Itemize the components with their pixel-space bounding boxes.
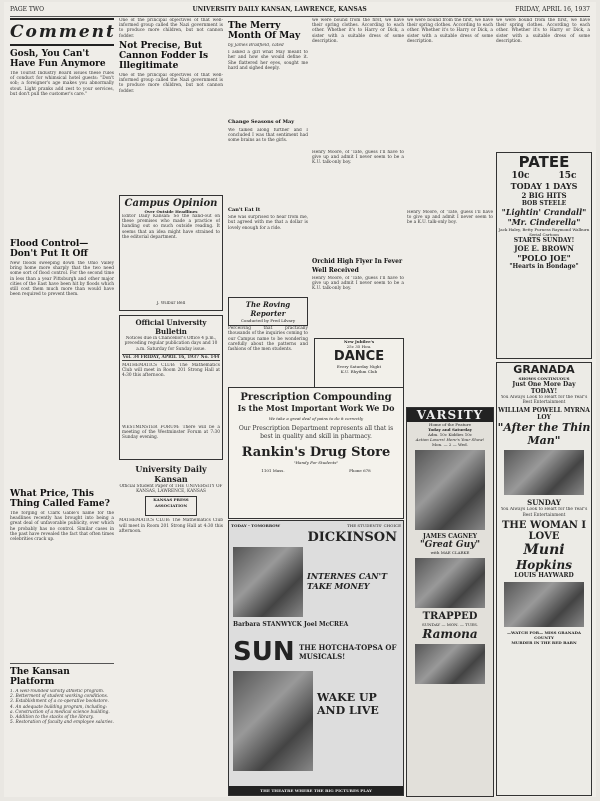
- granada-theatre-ad: GRANADA SHOWS CONTINUOUS Just One More Day TODAY! You Always Look to Heart for the Year's Best Entertainment WILLIAM POWELL MYRNA LOY "After the Thin Man" SUNDAY You Always Look to Heart for the Year's Best Entertainment THE WOMAN I LOVE Muni Hopkins LOUIS HAYWARD —WATCH FOR— MISS GRANADA COUNTY MURDER IN THE RED BARN: [496, 362, 592, 796]
- film-still: [415, 558, 485, 608]
- campus-opinion-title: Campus Opinion: [124, 198, 218, 209]
- article-heading: The Merry Month Of May: [228, 21, 301, 41]
- patee-theatre-ad: PATEE 10c 15c TODAY 1 DAYS 2 BIG HITS BOB STEELE "Lightin' Crandall" "Mr. Cinderella" Jack Haley, Betty Furness Raymond Walburn Serial Cartoon STARTS SUNDAY! JOE E. BROWN "POLO JOE" "Hearts in Bondage": [496, 152, 592, 359]
- staff-list: MATHEMATICS CLUB: The Mathematics Club will meet in Room 201 Strong Hall at 4:30 this afternoon.: [119, 518, 223, 534]
- campus-opinion-sub: Over Outside Headlines: [144, 209, 198, 214]
- signature: J. Wilbur Bell: [156, 301, 186, 306]
- column-text: One of the principal objectives of that well-informed group called the Nazi government is to produce more children, but not cannon fodder.: [119, 18, 223, 38]
- column-six: [496, 18, 590, 148]
- article-body: we were bound from the first, we have their spring clothes. According to each other. Whether it's to Harry or Dick, a sister with a suitable dress of some description.: [496, 18, 590, 44]
- editorial-body: The Tourist Industry Board issues these rules of conduct for whimsical hotel guests: "Don't sob; a foreigner's age makes you abnormally stout. Light pranks add zest to your services, but don't pull the customer's care.": [10, 71, 114, 97]
- masthead-title: University Daily Kansan: [135, 464, 207, 485]
- subheading: Orchid High Flyer In Fever Well Received: [312, 258, 403, 274]
- article-body: One of the principal objectives of that well-informed group called the Nazi government is to produce more children, but not cannon fodder.: [119, 73, 223, 94]
- issue-date: FRIDAY, APRIL 16, 1937: [515, 6, 590, 13]
- editorial-heading: What Price, This Thing Called Fame?: [10, 489, 110, 509]
- jubilee-dance-ad: New Jubilee's 25c 35 Hou. DANCE Every Saturday Night K.U. Rhythm Club: [314, 338, 404, 388]
- film-still: [233, 547, 303, 617]
- masthead: [119, 464, 223, 628]
- editorial-heading: Flood Control—Don't Put It Off: [10, 239, 89, 259]
- page-number: PAGE TWO: [10, 6, 44, 13]
- press-assoc-logo: KANSAS PRESS ASSOCIATION: [145, 496, 197, 516]
- varsity-theatre-ad: VARSITY Home of the Feature Today and Saturday Adm. 10c Kiddies 10c Action Lovers! Here's Your Show! Mon. — 2 — Wed. JAMES CAGNEY "Great Guy" with MAE CLARKE TRAPPED SUNDAY — MON. — TUES. Ramona: [406, 407, 494, 797]
- article-body: She was surprised to hear from me, but agreed with me that a dollar is lovely enough for a ride.: [228, 215, 308, 231]
- campus-opinion-box: [119, 195, 223, 311]
- masthead-sub: Official Student Paper of THE UNIVERSITY OF KANSAS, LAWRENCE, KANSAS: [119, 484, 223, 495]
- article-body: Perceiving that practically thousands of the inquiries coming to our Campus name to be wondering carefully about the patterns and fashions of the men students.: [228, 326, 308, 353]
- article-body: Henry Moore, of 'Tate, guess I'll have to give up and admit I never seem to be a K.U. talk-only boy.: [312, 150, 404, 166]
- column-four: [312, 18, 404, 338]
- article-heading: Not Precise, But Cannon Fodder Is Illegitimate: [119, 41, 209, 71]
- bulletin-title: Official University Bulletin: [135, 318, 207, 337]
- article-body: Henry Moore, of 'Tate, guess I'll have to give up and admit I never seem to be a K.U. talk-only boy.: [407, 210, 493, 226]
- dickinson-theatre-ad: TODAY - TOMORROW THE STUDENTS' CHOICE DICKINSON INTERNES CAN'T TAKE MONEY Barbara STANWYCK Joel McCREA SUN THE HOTCHA-TOPSA OF MUSICALS! WAKE UP AND LIVE THE THEATRE WHERE THE BIG PICTURES PLAY: [228, 520, 404, 796]
- comment-title: Comment: [10, 18, 114, 46]
- film-still: [233, 671, 313, 771]
- film-still: [504, 582, 584, 627]
- platform-heading: The Kansan Platform: [10, 667, 70, 687]
- bulletin-box: [119, 315, 223, 460]
- newspaper-page: [4, 2, 596, 797]
- film-still: [504, 450, 584, 495]
- bulletin-volume: Vol. 34 FRIDAY, APRIL 16, 1937 No. 144: [122, 354, 220, 360]
- editorial-body: The forging of Clark Gable's name for the headlines recently has brought into being a great deal of unfavorable publicity, over which he probably has no control. Similar cases in the past have revealed the fact that often times celebrities crack up.: [10, 511, 114, 543]
- column-three: [228, 18, 308, 388]
- editorial-body: New floods sweeping down the Ohio Valley bring home more sharply that the two need some sort of flood control. For the second time in less than a year Pittsburgh and other major cities of the East have been hit by floods which still cost them much more than would have been required to prevent them.: [10, 261, 114, 298]
- column-two: [119, 18, 223, 630]
- roving-reporter-box: The Roving Reporter Conducted by Fred Lilvary: [228, 297, 308, 326]
- article-body: we were bound from the first, we have their spring clothes. According to each other. Whether it's to Harry or Dick, a sister with a suitable dress of some description.: [407, 18, 493, 44]
- platform-list: 1. A well-rounded varsity athletic program. 2. Betterment of student working conditions. 3. Establishment of a co-operative bookstore. 4. An adequate building program, including: a. Construction of a medical science building. b. Addition to the stacks of the library. 5. Restoration of faculty and employee salaries.: [10, 689, 114, 726]
- page-header: [10, 6, 590, 17]
- article-body: we were bound from the first, we have their spring clothes. According to each other. Whether it's to Harry or Dick, a sister with a suitable dress of some description.: [312, 18, 404, 44]
- article-body: We talked along further and I concluded I was that sentiment had some brains as to the girls.: [228, 127, 308, 144]
- prescription-ad: Prescription Compounding Is the Most Important Work We Do We take a great deal of pains to do it correctly Our Prescription Department represents all that is best in quality and skill in pharmacy. Rankin's Drug Store "Handy For Students" 1101 Mass. Phone 678: [228, 387, 404, 519]
- bulletin-sub: Notices due in Chancellor's Office 4 p.m., preceding regular publication days and 10 a.m. Saturday for Sunday issue.: [124, 336, 218, 352]
- comment-column: [10, 18, 114, 727]
- column-five: [407, 18, 493, 402]
- article-body: Henry Moore, of 'Tate, guess I'll have to give up and admit I never seem to be a K.U. talk-only boy.: [312, 276, 404, 292]
- paper-name: UNIVERSITY DAILY KANSAN, LAWRENCE, KANSAS: [192, 6, 367, 13]
- campus-opinion-body: Editor Daily Kansan: So the hand-out on these premises who made a practice of handing out so much outside reading. It seems that an idea might have strained to the editorial department.: [122, 214, 220, 240]
- subheading: Can't Eat It: [228, 206, 261, 213]
- byline: by James Bradfield, cated: [228, 43, 284, 48]
- bulletin-item: WESTMINSTER FORUM: There will be a meeting of the Westminster Forum at 7:30 Sunday evening.: [122, 425, 220, 441]
- subheading: Change Seasons of May: [228, 119, 295, 126]
- editorial-heading: Gosh, You Can't Have Fun Anymore: [10, 49, 106, 69]
- bulletin-item: MATHEMATICS CLUB: The Mathematics Club will meet in Room 201 Strong Hall at 4:30 this afternoon.: [122, 363, 220, 379]
- film-still: [415, 644, 485, 684]
- actor-photo: [415, 450, 485, 530]
- article-body: I asked a girl what May meant to her and how she would define it. She flattered her eyes, sought me hard and sighed deeply.: [228, 50, 308, 71]
